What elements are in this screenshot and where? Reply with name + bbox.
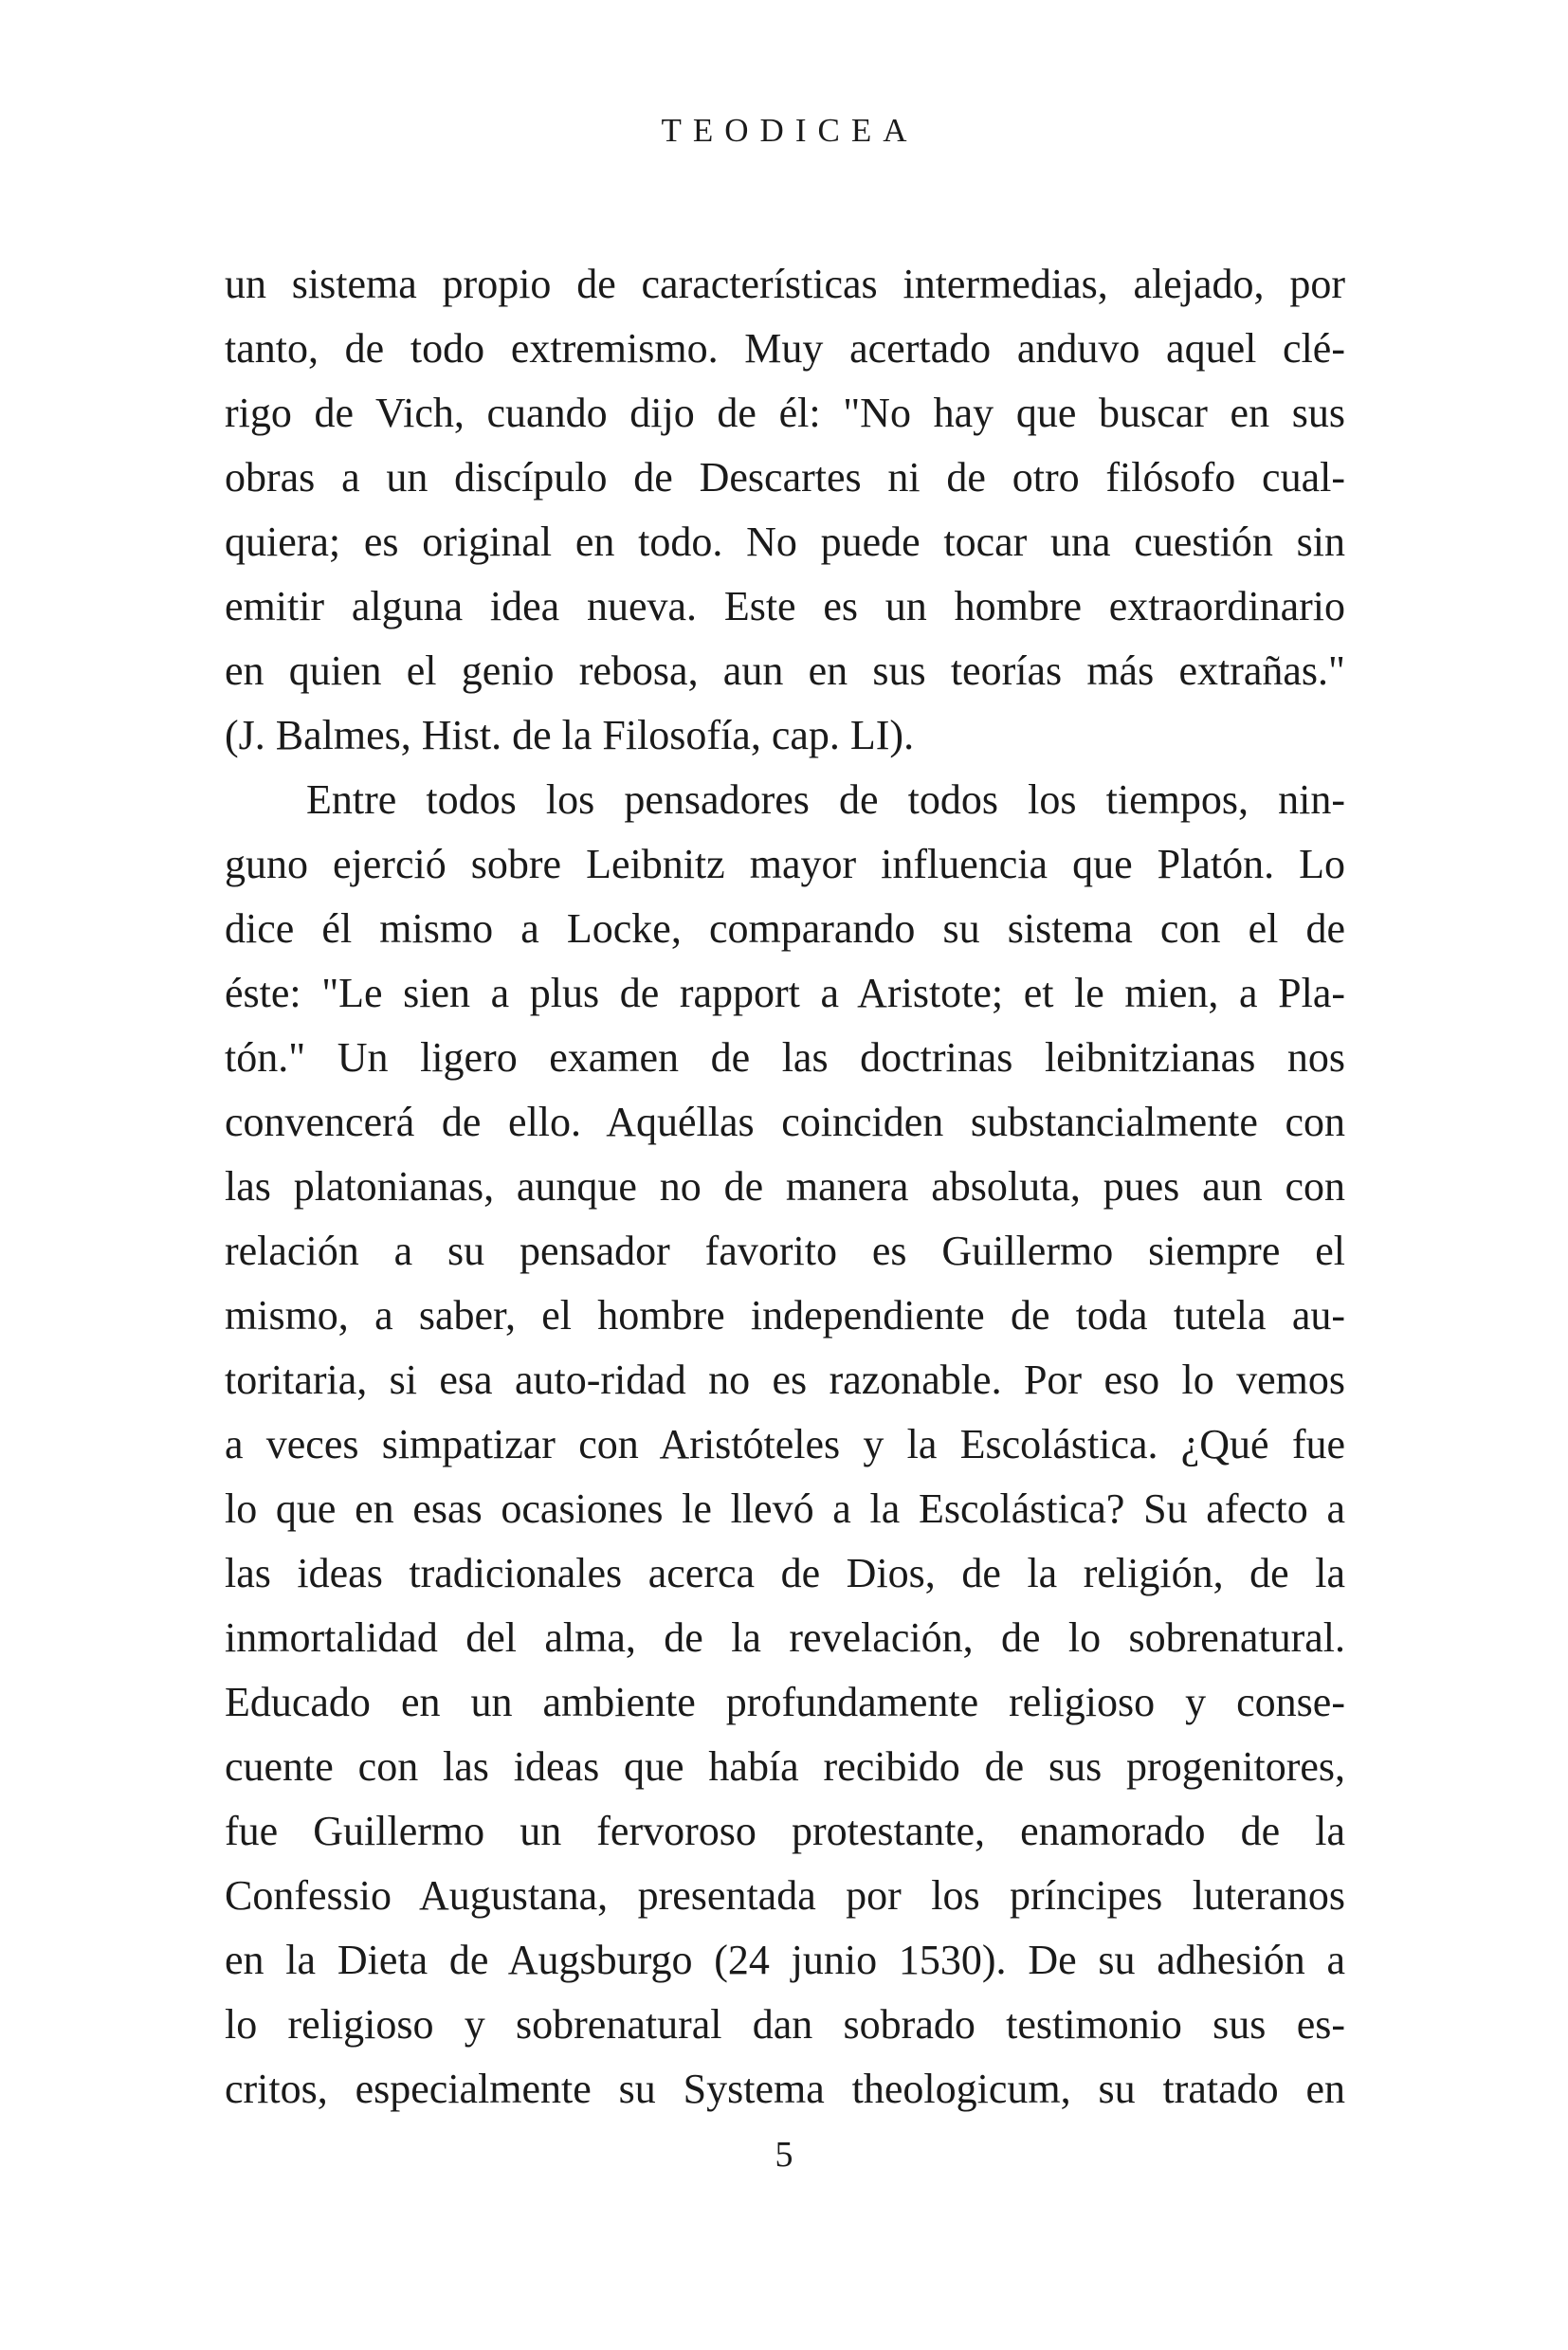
body-text xyxy=(225,252,1345,2122)
text-line: (J. Balmes, Hist. de la Filosofía, cap. LI). xyxy=(225,712,915,758)
text-line: a veces simpatizar con Aristóteles y la Escolástica. ¿Qué fue xyxy=(225,1421,1345,1467)
text-line: emitir alguna idea nueva. Este es un hombre extraordinario xyxy=(225,583,1345,629)
text-line: tanto, de todo extremismo. Muy acertado anduvo aquel clé- xyxy=(225,325,1345,372)
text-line: lo que en esas ocasiones le llevó a la Escolástica? Su afecto a xyxy=(225,1485,1345,1532)
text-line: guno ejerció sobre Leibnitz mayor influencia que Platón. Lo xyxy=(225,841,1345,887)
text-line: Confessio Augustana, presentada por los príncipes luteranos xyxy=(225,1872,1345,1919)
page-number: 5 xyxy=(775,2135,793,2175)
text-line: mismo, a saber, el hombre independiente de toda tutela au- xyxy=(225,1292,1345,1339)
text-line: un sistema propio de características intermedias, alejado, por xyxy=(225,261,1345,307)
text-line: obras a un discípulo de Descartes ni de otro filósofo cual- xyxy=(225,454,1345,501)
text-line: en quien el genio rebosa, aun en sus teorías más extrañas." xyxy=(225,647,1345,694)
text-line: convencerá de ello. Aquéllas coinciden substancialmente con xyxy=(225,1099,1345,1145)
text-line: inmortalidad del alma, de la revelación, de lo sobrenatural. xyxy=(225,1614,1345,1661)
text-line: toritaria, si esa auto-ridad no es razonable. Por eso lo vemos xyxy=(225,1357,1345,1403)
text-line: rigo de Vich, cuando dijo de él: "No hay que buscar en sus xyxy=(225,390,1345,436)
text-line: tón." Un ligero examen de las doctrinas leibnitzianas nos xyxy=(225,1034,1345,1081)
running-title: TEODICEA xyxy=(661,112,919,149)
text-line: critos, especialmente su Systema theologicum, su tratado en xyxy=(225,2066,1345,2112)
text-line: en la Dieta de Augsburgo (24 junio 1530). De su adhesión a xyxy=(225,1937,1345,1983)
text-line: relación a su pensador favorito es Guillermo siempre el xyxy=(225,1228,1345,1274)
text-line: éste: "Le sien a plus de rapport a Aristote; et le mien, a Pla- xyxy=(225,970,1345,1016)
text-line: lo religioso y sobrenatural dan sobrado testimonio sus es- xyxy=(225,2001,1345,2048)
text-line: Entre todos los pensadores de todos los tiempos, nin- xyxy=(306,776,1345,823)
text-line: las platonianas, aunque no de manera absoluta, pues aun con xyxy=(225,1163,1345,1210)
text-line: Educado en un ambiente profundamente religioso y conse- xyxy=(225,1679,1345,1725)
text-line: fue Guillermo un fervoroso protestante, enamorado de la xyxy=(225,1808,1345,1854)
text-line: quiera; es original en todo. No puede tocar una cuestión sin xyxy=(225,519,1345,565)
text-line: dice él mismo a Locke, comparando su sistema con el de xyxy=(225,905,1345,952)
text-line: cuente con las ideas que había recibido de sus progenitores, xyxy=(225,1743,1345,1790)
text-line: las ideas tradicionales acerca de Dios, de la religión, de la xyxy=(225,1550,1345,1596)
